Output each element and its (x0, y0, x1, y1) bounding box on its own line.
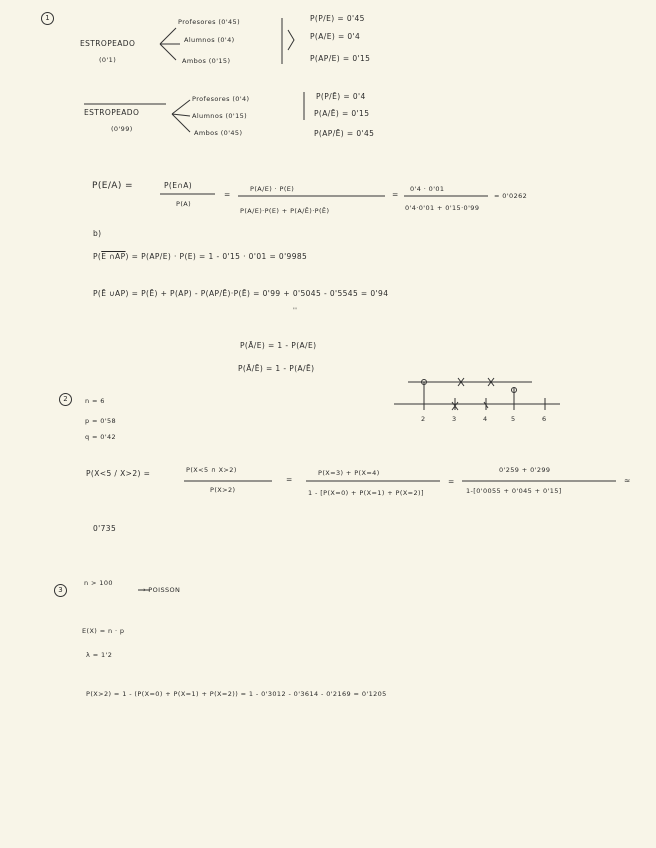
conditional-frac2-num: P(X=3) + P(X=4) (318, 469, 380, 477)
bayes-lhs: P(E/A) = (92, 181, 133, 191)
conditional-tail: ≈ (624, 476, 631, 485)
lambda-value: λ = 1'2 (86, 651, 113, 659)
param: n = 6 (85, 397, 105, 405)
tree2-result: P(A/Ē) = 0'15 (314, 109, 370, 118)
part-b-line1: P(E ∩AP) = P(AP/E) · P(E) = 1 - 0'15 · 0'01 = 0'9985 (93, 252, 308, 261)
tree2-result: P(P/Ē) = 0'4 (316, 92, 366, 101)
bayes-frac1-num: P(E∩A) (164, 181, 193, 190)
bayes-eq: = (392, 190, 399, 199)
problem2-result: 0'735 (93, 524, 117, 533)
bayes-eq: = (224, 190, 231, 199)
tree1-branch: Ambos (0'15) (182, 57, 231, 65)
tick-label: 6 (542, 415, 547, 423)
number-line (394, 378, 560, 410)
tick-label: 4 (483, 415, 488, 423)
bayes-frac3-num: 0'4 · 0'01 (410, 185, 445, 193)
bayes-frac3-den: 0'4·0'01 + 0'15·0'99 (405, 204, 480, 212)
problem-number-1: 1 (41, 12, 54, 25)
bayes-result: = 0'0262 (494, 192, 528, 200)
tree1-result: P(A/E) = 0'4 (310, 32, 361, 41)
bayes-frac2-den: P(A/E)·P(E) + P(A/Ē)·P(Ē) (240, 207, 330, 215)
conditional-eq: = (448, 477, 455, 486)
param: q = 0'42 (85, 433, 117, 441)
tree1-root: ESTROPEADO (80, 39, 136, 48)
tree1-branch: Profesores (0'45) (178, 18, 241, 26)
part-b-mark: '' (293, 306, 298, 314)
complement-eq: P(Ā/E) = 1 - P(A/E) (240, 341, 317, 350)
poisson-label: → POISSON (140, 586, 181, 594)
problem-number-3: 3 (54, 584, 67, 597)
tree1-root-prob: (0'1) (99, 56, 117, 64)
tick-label: 3 (452, 415, 457, 423)
conditional-eq: = (286, 475, 293, 484)
conditional-lhs: P(X<5 / X>2) = (86, 469, 151, 478)
poisson-condition: n > 100 (84, 579, 113, 587)
conditional-frac3-den: 1-[0'0055 + 0'045 + 0'15] (466, 487, 562, 495)
conditional-frac1-num: P(X<5 ∩ X>2) (186, 466, 237, 474)
conditional-frac1-den: P(X>2) (210, 486, 236, 494)
conditional-frac3-num: 0'259 + 0'299 (499, 466, 551, 474)
problem-number-2: 2 (59, 393, 72, 406)
tree2-branch: Ambos (0'45) (194, 129, 243, 137)
tree2-result: P(AP/Ē) = 0'45 (314, 129, 375, 138)
tree2-root: ESTROPEADO (84, 108, 140, 117)
tree1-result: P(AP/E) = 0'15 (310, 54, 371, 63)
tree2-root-prob: (0'99) (111, 125, 133, 133)
complement-eq: P(Ā/Ē) = 1 - P(A/Ē) (238, 364, 315, 373)
param: p = 0'58 (85, 417, 117, 425)
part-b-label: b) (93, 229, 102, 238)
bayes-frac1-den: P(A) (176, 200, 192, 208)
bayes-frac2-num: P(A/E) · P(E) (250, 185, 295, 193)
tree1-result: P(P/E) = 0'45 (310, 14, 365, 23)
tree2-branch: Profesores (0'4) (192, 95, 250, 103)
expectation: E(X) = n · p (82, 627, 125, 635)
conditional-frac2-den: 1 - [P(X=0) + P(X=1) + P(X=2)] (308, 489, 424, 497)
tick-label: 5 (511, 415, 516, 423)
tick-label: 2 (421, 415, 426, 423)
tree2-branch: Alumnos (0'15) (192, 112, 248, 120)
part-b-line2: P(Ē ∪AP) = P(Ē) + P(AP) - P(AP/Ē)·P(Ē) = 0'99 + 0'5045 - 0'5545 = 0'94 (93, 289, 389, 298)
poisson-probability: P(X>2) = 1 - (P(X=0) + P(X=1) + P(X=2)) = 1 - 0'3012 - 0'3614 - 0'2169 = 0'1205 (86, 690, 387, 698)
tree1-branch: Alumnos (0'4) (184, 36, 235, 44)
